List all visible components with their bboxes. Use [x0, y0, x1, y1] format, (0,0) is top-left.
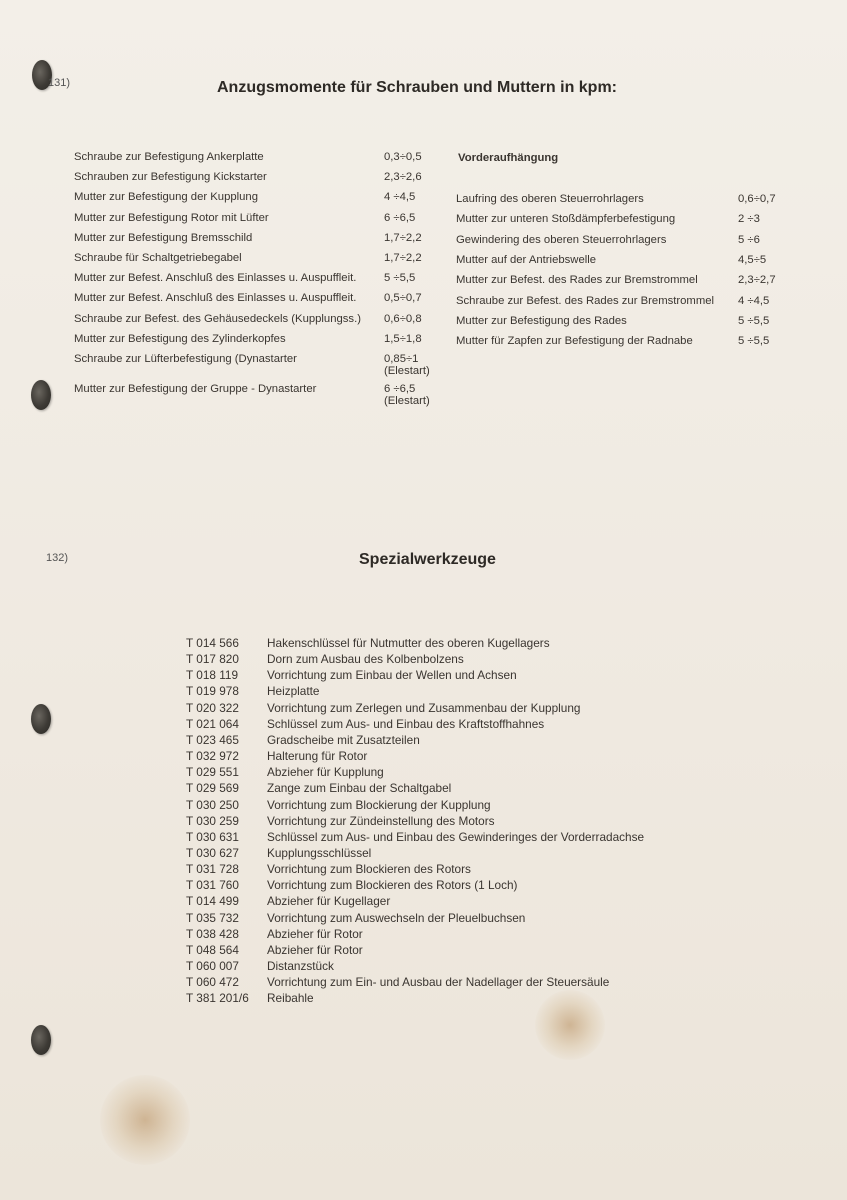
- tool-code: T 020 322: [186, 700, 239, 715]
- tool-description: Schlüssel zum Aus- und Einbau des Kraftstoffhahnes: [267, 716, 545, 731]
- torque-value: 1,7÷2,2: [384, 252, 422, 264]
- tool-description: Vorrichtung zum Blockieren des Rotors (1 Loch): [267, 878, 518, 893]
- tool-description: Abzieher für Kupplung: [267, 765, 384, 780]
- section-title: Anzugsmomente für Schrauben und Muttern in kpm:: [217, 79, 618, 96]
- torque-label: Mutter zur Befestigung des Rades: [456, 314, 627, 327]
- tool-code: T 029 551: [186, 765, 239, 780]
- tool-code: T 381 201/6: [186, 991, 249, 1006]
- torque-label: Mutter zur Befestigung der Kupplung: [74, 191, 258, 204]
- torque-value: 6 ÷6,5: [384, 383, 416, 396]
- tool-code: T 060 472: [186, 975, 239, 990]
- torque-value: 1,7÷2,2: [384, 231, 422, 244]
- torque-value: 2,3÷2,7: [738, 274, 776, 287]
- tool-description: Abzieher für Rotor: [267, 926, 363, 941]
- torque-label: Mutter zur Befest. Anschluß des Einlasses u. Auspuffleit.: [74, 272, 357, 285]
- tool-description: Vorrichtung zum Auswechseln der Pleuelbuchsen: [267, 910, 526, 925]
- torque-value-note: (Elestart): [384, 365, 430, 377]
- tool-description: Distanzstück: [267, 959, 334, 973]
- tool-code: T 048 564: [186, 942, 239, 957]
- tool-code: T 023 465: [186, 732, 239, 747]
- tool-code: T 032 972: [186, 749, 239, 764]
- tool-description: Zange zum Einbau der Schaltgabel: [267, 781, 452, 796]
- torque-value: 6 ÷6,5: [384, 211, 416, 224]
- tool-description: Hakenschlüssel für Nutmutter des oberen Kugellagers: [267, 636, 550, 650]
- tool-description: Halterung für Rotor: [267, 749, 368, 764]
- torque-label: Mutter zur Befestigung Bremsschild: [74, 231, 253, 244]
- tool-description: Vorrichtung zum Blockieren des Rotors: [267, 862, 471, 877]
- tool-code: T 030 250: [186, 797, 239, 812]
- section-title: Spezialwerkzeuge: [359, 551, 496, 568]
- tool-description: Vorrichtung zum Zerlegen und Zusammenbau der Kupplung: [267, 700, 581, 715]
- tool-code: T 029 569: [186, 781, 239, 796]
- tool-code: T 019 978: [186, 684, 239, 699]
- torque-label: Mutter zur Befest. Anschluß des Einlasses u. Auspuffleit.: [74, 292, 357, 305]
- tool-description: Reibahle: [267, 991, 314, 1006]
- torque-label: Schraube zur Befestigung Ankerplatte: [74, 151, 264, 163]
- tool-code: T 014 499: [186, 894, 239, 909]
- torque-label: Gewindering des oberen Steuerrohrlagers: [456, 233, 667, 246]
- tool-code: T 031 760: [186, 878, 239, 893]
- torque-value: 0,3÷0,5: [384, 151, 422, 163]
- tool-code: T 021 064: [186, 716, 239, 731]
- torque-label: Schraube zur Befest. des Gehäusedeckels (Kupplungss.): [74, 312, 361, 325]
- torque-label: Schraube für Schaltgetriebegabel: [74, 252, 242, 264]
- torque-value: 4 ÷4,5: [384, 191, 416, 204]
- torque-label: Mutter für Zapfen zur Befestigung der Radnabe: [456, 335, 693, 348]
- stain-mark: [100, 1075, 190, 1165]
- tool-code: T 060 007: [186, 959, 239, 973]
- tool-description: Heizplatte: [267, 684, 320, 699]
- torque-value: 0,6÷0,7: [738, 193, 776, 205]
- section-number: 132): [46, 552, 69, 564]
- section-number: 131): [48, 77, 71, 89]
- torque-value: 4 ÷4,5: [738, 294, 770, 307]
- torque-label: Laufring des oberen Steuerrohrlagers: [456, 193, 644, 205]
- torque-label: Mutter zur Befest. des Rades zur Bremstrommel: [456, 274, 698, 287]
- torque-label: Schrauben zur Befestigung Kickstarter: [74, 171, 267, 184]
- tool-description: Dorn zum Ausbau des Kolbenbolzens: [267, 652, 464, 667]
- tool-code: T 030 627: [186, 845, 239, 860]
- torque-value: 5 ÷6: [738, 233, 760, 246]
- tool-description: Vorrichtung zum Einbau der Wellen und Achsen: [267, 668, 517, 683]
- tool-description: Abzieher für Kugellager: [267, 894, 391, 909]
- torque-label: Mutter zur Befestigung der Gruppe - Dynastarter: [74, 383, 317, 396]
- torque-label: Schraube zur Lüfterbefestigung (Dynastarter: [74, 353, 297, 365]
- punch-hole: [31, 380, 51, 410]
- torque-label: Mutter auf der Antriebswelle: [456, 253, 597, 266]
- tool-description: Vorrichtung zum Ein- und Ausbau der Nadellager der Steuersäule: [267, 975, 610, 990]
- torque-label: Mutter zur Befestigung des Zylinderkopfes: [74, 332, 286, 345]
- torque-value: 5 ÷5,5: [384, 272, 416, 285]
- torque-value: 0,85÷1: [384, 353, 419, 365]
- tool-code: T 014 566: [186, 636, 239, 650]
- torque-value: 5 ÷5,5: [738, 335, 770, 348]
- torque-value: 4,5÷5: [738, 253, 767, 266]
- tool-code: T 017 820: [186, 652, 239, 667]
- tool-code: T 038 428: [186, 926, 239, 941]
- tool-code: T 030 631: [186, 829, 239, 844]
- tool-description: Kupplungsschlüssel: [267, 845, 372, 860]
- punch-hole: [31, 704, 51, 734]
- torque-value: 2 ÷3: [738, 213, 760, 226]
- subsection-heading: Vorderaufhängung: [458, 152, 559, 164]
- tool-description: Gradscheibe mit Zusatzteilen: [267, 732, 420, 747]
- torque-value-note: (Elestart): [384, 395, 430, 408]
- tool-code: T 018 119: [186, 668, 239, 683]
- tool-description: Vorrichtung zum Blockierung der Kupplung: [267, 797, 491, 812]
- torque-label: Mutter zur unteren Stoßdämpferbefestigung: [456, 213, 676, 226]
- tool-description: Schlüssel zum Aus- und Einbau des Gewinderinges der Vorderradachse: [267, 829, 645, 844]
- tool-code: T 035 732: [186, 910, 239, 925]
- torque-value: 1,5÷1,8: [384, 332, 422, 345]
- torque-value: 0,5÷0,7: [384, 292, 422, 305]
- torque-label: Mutter zur Befestigung Rotor mit Lüfter: [74, 211, 269, 224]
- stain-mark: [535, 990, 605, 1060]
- punch-hole: [31, 1025, 51, 1055]
- tool-description: Abzieher für Rotor: [267, 942, 363, 957]
- torque-value: 2,3÷2,6: [384, 171, 422, 184]
- tool-description: Vorrichtung zur Zündeinstellung des Motors: [267, 813, 495, 828]
- torque-value: 5 ÷5,5: [738, 314, 770, 327]
- torque-value: 0,6÷0,8: [384, 312, 422, 325]
- tool-code: T 031 728: [186, 862, 239, 877]
- tool-code: T 030 259: [186, 813, 239, 828]
- torque-label: Schraube zur Befest. des Rades zur Bremstrommel: [456, 294, 715, 307]
